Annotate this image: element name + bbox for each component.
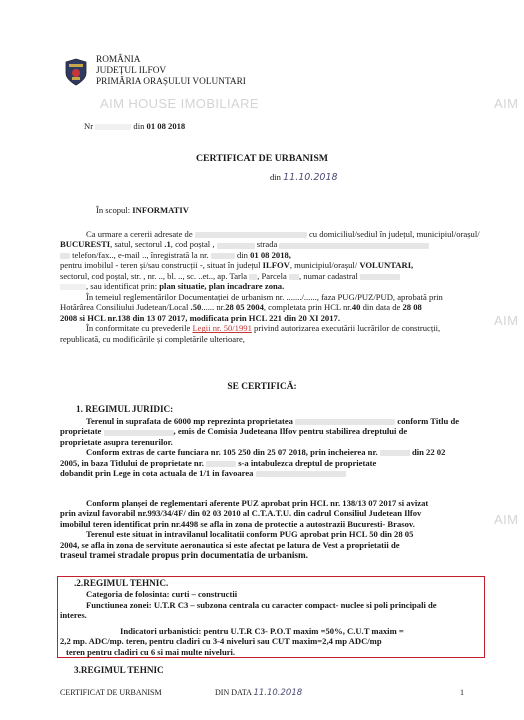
handwritten-date: 11.10.2018 xyxy=(283,172,338,183)
regim-tehnic-section: .2.REGIMUL TEHNIC. Categoria de folosinta: curti – constructii Functiunea zonei: U.T.R C3 – subzona centrala cu caracter compact- nuclee si poli principali de interes. Indicatori urbanistici: pentru U.T.R C3- P.O.T maxim =50%, C.U.T maxim = 2,2 mp. ADC/mp. teren, pentru cladiri cu 3-4 niveluri sau CUT maxim=2,4 mp ADC/mp teren pentru cladiri cu 6 si mai multe niveluri. xyxy=(60,578,482,657)
watermark-text: AIM HOUSE IMOBILIARE xyxy=(100,96,259,111)
footer-handwritten-date: 11.10.2018 xyxy=(253,688,303,698)
document-title: CERTIFICAT DE URBANISM xyxy=(195,153,329,164)
purpose-label: În scopul: xyxy=(96,205,131,215)
page-number: 1 xyxy=(460,688,464,697)
law-reference-link[interactable]: Legii nr. 50/1991 xyxy=(192,323,252,334)
footer-date: DIN DATA 11.10.2018 xyxy=(215,688,303,698)
header-country: ROMÂNIA xyxy=(96,55,141,65)
header-county: JUDEȚUL ILFOV xyxy=(96,66,167,76)
coat-of-arms-icon xyxy=(64,58,88,86)
title-din: din xyxy=(270,172,281,182)
regim-juridic-text-2: Conform planșei de reglementari aferente PUZ aprobat prin HCL nr. 138/13 07 2017 si avizat prin avizul favorabil nr.993/34/4F/ din 02 03 2010 al C.T.A.T.U. din cadrul Consiliul Judetean Ilfov imobilul teren identificat prin nr.4498 se afla in zona de protectie a autostrazii Bucuresti- Brasov. Terenul este situat in intravilanul localitatii conform PUG aprobat prin HCL 50 din 28 05 2004, se afla in zona de servitute aeronautica si este afectat pe latura de Vest a proprietatii de traseul tramei stradale propus prin documentatia de urbanism. xyxy=(60,498,429,561)
section-heading-regim-tehnic: .2.REGIMUL TEHNIC. xyxy=(74,578,169,588)
watermark-text-right: AIM xyxy=(494,512,519,527)
regim-juridic-text: Terenul in suprafata de 6000 mp reprezinta proprietatea conform Titlu de proprietate , emis de Comisia Judeteana Ilfov pentru stabilirea dreptului de proprietate asupra terenurilor. Conform extras de carte funciara nr. 105 250 din 25 07 2018, prin incheierea nr. din 22 02 2005, in baza Titlului de proprietate nr. s-a intabulezca dreptul de proprietate dobandit prin Lege in cota actuala de 1/1 in favoarea xyxy=(60,416,460,479)
section-heading-regim-juridic: 1. REGIMUL JURIDIC: xyxy=(76,404,174,414)
nr-din: din xyxy=(133,121,145,131)
title-date xyxy=(270,172,338,184)
purpose-line xyxy=(96,205,189,215)
issuer-header xyxy=(96,55,246,88)
footer-title: CERTIFICAT DE URBANISM xyxy=(60,688,162,697)
nr-label: Nr xyxy=(84,121,94,131)
header-institution: PRIMĂRIA ORAȘULUI VOLUNTARI xyxy=(96,77,246,87)
document-number-line xyxy=(84,121,185,131)
nr-date: 01 08 2018 xyxy=(146,121,186,131)
se-certifica-heading: SE CERTIFICĂ: xyxy=(227,382,297,392)
watermark-text-right: AIM xyxy=(494,96,519,111)
intro-paragraph: Ca urmare a cererii adresate de cu domiciliul/sediul în județul, municipiul/orașul/ BUCURESTI, satul, sectorul .1, cod poștal , strada telefon/fax.., e-mail .., înregistrată la nr. din 01 08 2018, pentru imobilul - teren și/sau construcții -, situat în județul ILFOV, municipiul/orașul/ VOLUNTARI, sectorul, cod poștal, str. , nr. .., bl. .., sc. ..et.., ap. Tarla , Parcela , numar cadastral , sau identificat prin: plan situatie, plan incadrare zona. În temeiul reglementărilor Documentației de urbanism nr. ......./......, faza PUG/PUZ/PUD, aprobată prin Hotărârea Consiliului Judetean/Local .50...... nr.28 05 2004, completata prin HCL nr.40 din data de 28 08 2008 si HCL nr.138 din 13 07 2017, modificata prin HCL 221 din 20 XI 2017. În conformitate cu prevederile Legii nr. 50/1991 privind autorizarea executării lucrărilor de construcții, republicată, cu modificările și completările ulterioare, xyxy=(60,229,480,344)
watermark-text-right: AIM xyxy=(494,313,519,328)
redacted xyxy=(95,124,131,130)
purpose-value: INFORMATIV xyxy=(132,205,189,215)
section-heading-regim-tehnic-3: 3.REGIMUL TEHNIC xyxy=(74,665,164,675)
